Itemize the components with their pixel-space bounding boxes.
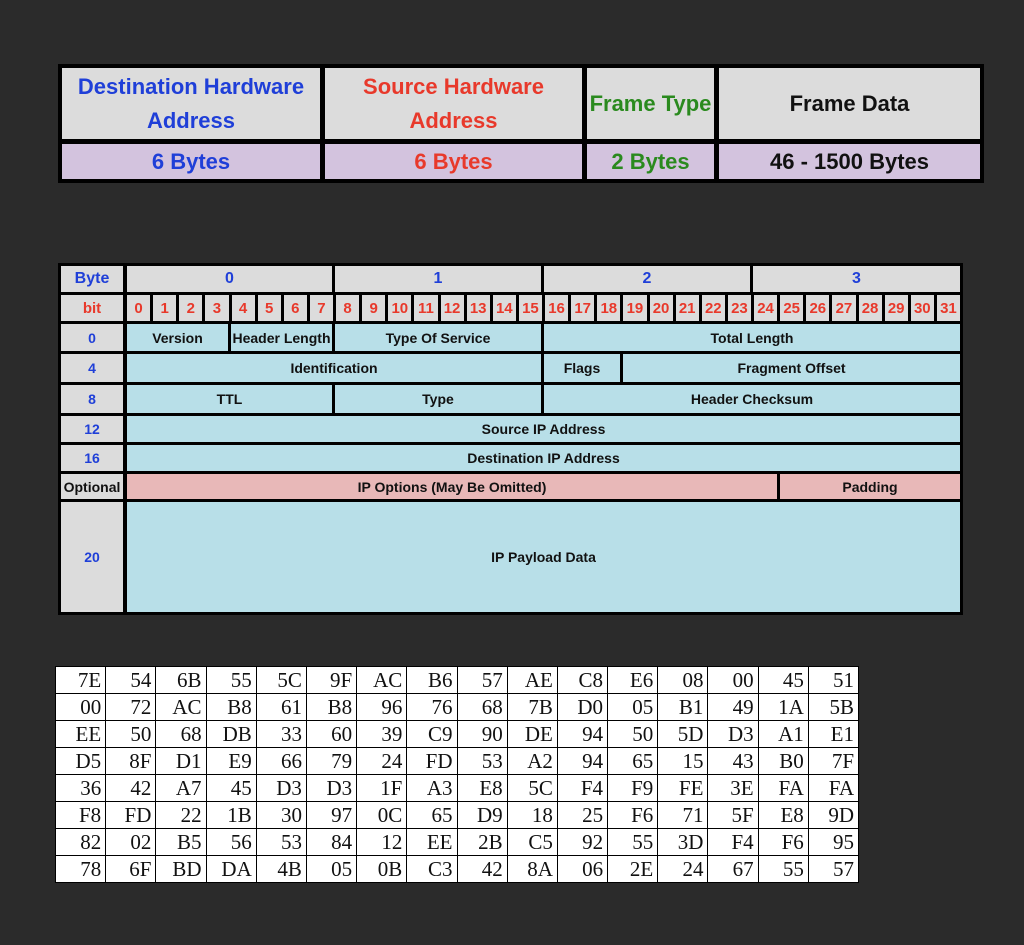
bit-number-9: 9 — [362, 295, 385, 321]
bit-number-24: 24 — [754, 295, 777, 321]
hex-byte-cell: E8 — [758, 802, 808, 829]
hex-byte-cell: 65 — [608, 748, 658, 775]
hex-byte-cell: 1F — [357, 775, 407, 802]
frame-size-data: 46 - 1500 Bytes — [719, 144, 980, 179]
field-source-ip: Source IP Address — [127, 416, 960, 442]
hex-row — [56, 829, 859, 856]
hex-byte-cell: 76 — [407, 694, 457, 721]
hex-byte-cell: 5C — [507, 775, 557, 802]
hex-byte-cell: 24 — [658, 856, 708, 883]
hex-byte-cell: FA — [808, 775, 858, 802]
row-offset-20: 20 — [61, 502, 123, 612]
field-flags: Flags — [544, 354, 620, 382]
hex-dump-table — [55, 666, 859, 883]
hex-byte-cell: 68 — [457, 694, 507, 721]
bit-number-25: 25 — [780, 295, 803, 321]
hex-byte-cell: 67 — [708, 856, 758, 883]
hex-byte-cell: F8 — [56, 802, 106, 829]
bit-number-5: 5 — [258, 295, 281, 321]
bit-number-0: 0 — [127, 295, 150, 321]
hex-byte-cell: 22 — [156, 802, 206, 829]
field-type-of-service: Type Of Service — [335, 324, 541, 351]
bit-number-7: 7 — [310, 295, 333, 321]
hex-byte-cell: E1 — [808, 721, 858, 748]
hex-byte-cell: F4 — [557, 775, 607, 802]
bit-number-21: 21 — [676, 295, 699, 321]
hex-byte-cell: 00 — [56, 694, 106, 721]
hex-byte-cell: 71 — [658, 802, 708, 829]
hex-byte-cell: D5 — [56, 748, 106, 775]
row-offset-12: 12 — [61, 416, 123, 442]
field-header-length: Header Length — [231, 324, 332, 351]
hex-byte-cell: 33 — [256, 721, 306, 748]
bit-number-15: 15 — [519, 295, 542, 321]
hex-byte-cell: 9D — [808, 802, 858, 829]
byte-header-2: 2 — [544, 266, 750, 292]
hex-row — [56, 694, 859, 721]
hex-byte-cell: DB — [206, 721, 256, 748]
bit-number-14: 14 — [493, 295, 516, 321]
ethernet-frame-table — [58, 64, 984, 183]
hex-byte-cell: C8 — [557, 667, 607, 694]
hex-byte-cell: 96 — [357, 694, 407, 721]
hex-byte-cell: C5 — [507, 829, 557, 856]
row-offset-16: 16 — [61, 445, 123, 471]
hex-byte-cell: 24 — [357, 748, 407, 775]
hex-byte-cell: 05 — [306, 856, 356, 883]
frame-header-destination: Destination Hardware Address — [62, 68, 320, 139]
field-version: Version — [127, 324, 228, 351]
row-offset-8: 8 — [61, 385, 123, 413]
hex-byte-cell: 6F — [106, 856, 156, 883]
hex-byte-cell: F6 — [758, 829, 808, 856]
bit-number-29: 29 — [885, 295, 908, 321]
hex-byte-cell: E9 — [206, 748, 256, 775]
hex-byte-cell: 72 — [106, 694, 156, 721]
hex-byte-cell: 42 — [457, 856, 507, 883]
bit-number-23: 23 — [728, 295, 751, 321]
hex-byte-cell: 94 — [557, 748, 607, 775]
hex-byte-cell: AE — [507, 667, 557, 694]
hex-byte-cell: 05 — [608, 694, 658, 721]
row-offset-optional: Optional — [61, 474, 123, 499]
byte-header-3: 3 — [753, 266, 960, 292]
hex-byte-cell: 12 — [357, 829, 407, 856]
hex-byte-cell: 08 — [658, 667, 708, 694]
hex-byte-cell: 57 — [808, 856, 858, 883]
hex-byte-cell: E8 — [457, 775, 507, 802]
hex-byte-cell: 53 — [457, 748, 507, 775]
hex-byte-cell: 7E — [56, 667, 106, 694]
bit-number-18: 18 — [597, 295, 620, 321]
hex-byte-cell: 2E — [608, 856, 658, 883]
field-ip-payload: IP Payload Data — [127, 502, 960, 612]
hex-byte-cell: 94 — [557, 721, 607, 748]
hex-byte-cell: 1B — [206, 802, 256, 829]
hex-byte-cell: F9 — [608, 775, 658, 802]
hex-byte-cell: 2B — [457, 829, 507, 856]
hex-byte-cell: 8F — [106, 748, 156, 775]
bit-number-10: 10 — [388, 295, 411, 321]
hex-byte-cell: 3D — [658, 829, 708, 856]
hex-byte-cell: A2 — [507, 748, 557, 775]
hex-byte-cell: DE — [507, 721, 557, 748]
hex-byte-cell: FA — [758, 775, 808, 802]
hex-byte-cell: 0C — [357, 802, 407, 829]
hex-byte-cell: FD — [407, 748, 457, 775]
hex-byte-cell: E6 — [608, 667, 658, 694]
byte-column-label: Byte — [61, 266, 123, 292]
hex-byte-cell: C9 — [407, 721, 457, 748]
hex-byte-cell: 56 — [206, 829, 256, 856]
hex-byte-cell: EE — [56, 721, 106, 748]
bit-number-20: 20 — [650, 295, 673, 321]
hex-byte-cell: 55 — [608, 829, 658, 856]
hex-byte-cell: 45 — [758, 667, 808, 694]
hex-byte-cell: 51 — [808, 667, 858, 694]
field-padding: Padding — [780, 474, 960, 499]
hex-byte-cell: A1 — [758, 721, 808, 748]
hex-byte-cell: 53 — [256, 829, 306, 856]
field-destination-ip: Destination IP Address — [127, 445, 960, 471]
hex-byte-cell: 90 — [457, 721, 507, 748]
hex-byte-cell: D3 — [708, 721, 758, 748]
bit-number-26: 26 — [806, 295, 829, 321]
hex-byte-cell: D0 — [557, 694, 607, 721]
hex-byte-cell: B1 — [658, 694, 708, 721]
byte-header-0: 0 — [127, 266, 332, 292]
bit-number-27: 27 — [832, 295, 855, 321]
hex-row — [56, 856, 859, 883]
bit-number-12: 12 — [441, 295, 464, 321]
hex-byte-cell: AC — [156, 694, 206, 721]
hex-byte-cell: 65 — [407, 802, 457, 829]
hex-byte-cell: 82 — [56, 829, 106, 856]
hex-byte-cell: 7B — [507, 694, 557, 721]
bit-number-30: 30 — [911, 295, 934, 321]
hex-byte-cell: 54 — [106, 667, 156, 694]
bit-number-17: 17 — [571, 295, 594, 321]
hex-byte-cell: 36 — [56, 775, 106, 802]
hex-byte-cell: DA — [206, 856, 256, 883]
hex-byte-cell: 55 — [758, 856, 808, 883]
hex-byte-cell: 84 — [306, 829, 356, 856]
hex-byte-cell: 95 — [808, 829, 858, 856]
row-offset-0: 0 — [61, 324, 123, 351]
bit-number-31: 31 — [937, 295, 960, 321]
bit-number-13: 13 — [467, 295, 490, 321]
ip-header-table — [58, 263, 963, 615]
hex-byte-cell: 4B — [256, 856, 306, 883]
row-offset-4: 4 — [61, 354, 123, 382]
hex-byte-cell: 57 — [457, 667, 507, 694]
hex-byte-cell: 61 — [256, 694, 306, 721]
hex-byte-cell: 39 — [357, 721, 407, 748]
bit-row-label: bit — [61, 295, 123, 321]
hex-byte-cell: F4 — [708, 829, 758, 856]
bit-number-2: 2 — [179, 295, 202, 321]
hex-byte-cell: 50 — [608, 721, 658, 748]
hex-byte-cell: B5 — [156, 829, 206, 856]
hex-byte-cell: A7 — [156, 775, 206, 802]
hex-byte-cell: 43 — [708, 748, 758, 775]
hex-row — [56, 667, 859, 694]
bit-number-28: 28 — [859, 295, 882, 321]
field-header-checksum: Header Checksum — [544, 385, 960, 413]
hex-byte-cell: 9F — [306, 667, 356, 694]
frame-header-type: Frame Type — [587, 68, 714, 139]
hex-byte-cell: 00 — [708, 667, 758, 694]
hex-byte-cell: 68 — [156, 721, 206, 748]
bit-number-1: 1 — [153, 295, 176, 321]
hex-byte-cell: 0B — [357, 856, 407, 883]
field-protocol-type: Type — [335, 385, 541, 413]
hex-byte-cell: D3 — [306, 775, 356, 802]
hex-byte-cell: FD — [106, 802, 156, 829]
field-identification: Identification — [127, 354, 541, 382]
hex-byte-cell: FE — [658, 775, 708, 802]
bit-number-22: 22 — [702, 295, 725, 321]
bit-number-16: 16 — [545, 295, 568, 321]
hex-byte-cell: B6 — [407, 667, 457, 694]
hex-byte-cell: 79 — [306, 748, 356, 775]
hex-byte-cell: 78 — [56, 856, 106, 883]
hex-byte-cell: 7F — [808, 748, 858, 775]
hex-row — [56, 748, 859, 775]
bit-number-8: 8 — [336, 295, 359, 321]
hex-byte-cell: BD — [156, 856, 206, 883]
hex-byte-cell: 06 — [557, 856, 607, 883]
hex-row — [56, 775, 859, 802]
hex-byte-cell: 3E — [708, 775, 758, 802]
hex-byte-cell: 8A — [507, 856, 557, 883]
frame-header-data: Frame Data — [719, 68, 980, 139]
bit-number-4: 4 — [232, 295, 255, 321]
frame-size-source: 6 Bytes — [325, 144, 582, 179]
hex-row — [56, 721, 859, 748]
field-ip-options: IP Options (May Be Omitted) — [127, 474, 777, 499]
hex-byte-cell: 18 — [507, 802, 557, 829]
hex-byte-cell: A3 — [407, 775, 457, 802]
hex-byte-cell: F6 — [608, 802, 658, 829]
bit-number-11: 11 — [414, 295, 437, 321]
bit-number-6: 6 — [284, 295, 307, 321]
hex-byte-cell: 30 — [256, 802, 306, 829]
hex-byte-cell: B8 — [206, 694, 256, 721]
hex-byte-cell: C3 — [407, 856, 457, 883]
hex-byte-cell: 25 — [557, 802, 607, 829]
frame-header-source: Source Hardware Address — [325, 68, 582, 139]
hex-byte-cell: 5D — [658, 721, 708, 748]
hex-byte-cell: 49 — [708, 694, 758, 721]
hex-row — [56, 802, 859, 829]
hex-byte-cell: 55 — [206, 667, 256, 694]
bit-number-19: 19 — [623, 295, 646, 321]
hex-byte-cell: 50 — [106, 721, 156, 748]
hex-byte-cell: 45 — [206, 775, 256, 802]
field-fragment-offset: Fragment Offset — [623, 354, 960, 382]
frame-size-type: 2 Bytes — [587, 144, 714, 179]
hex-byte-cell: 60 — [306, 721, 356, 748]
hex-byte-cell: B0 — [758, 748, 808, 775]
hex-byte-cell: 42 — [106, 775, 156, 802]
hex-byte-cell: 5F — [708, 802, 758, 829]
field-ttl: TTL — [127, 385, 332, 413]
hex-byte-cell: D9 — [457, 802, 507, 829]
hex-byte-cell: 92 — [557, 829, 607, 856]
hex-byte-cell: 66 — [256, 748, 306, 775]
hex-byte-cell: D3 — [256, 775, 306, 802]
hex-byte-cell: 02 — [106, 829, 156, 856]
field-total-length: Total Length — [544, 324, 960, 351]
hex-byte-cell: 5B — [808, 694, 858, 721]
hex-byte-cell: EE — [407, 829, 457, 856]
frame-size-destination: 6 Bytes — [62, 144, 320, 179]
hex-byte-cell: 5C — [256, 667, 306, 694]
hex-byte-cell: 1A — [758, 694, 808, 721]
hex-byte-cell: AC — [357, 667, 407, 694]
hex-byte-cell: 6B — [156, 667, 206, 694]
hex-byte-cell: 15 — [658, 748, 708, 775]
bit-number-3: 3 — [205, 295, 228, 321]
byte-header-1: 1 — [335, 266, 541, 292]
hex-byte-cell: 97 — [306, 802, 356, 829]
hex-byte-cell: D1 — [156, 748, 206, 775]
hex-byte-cell: B8 — [306, 694, 356, 721]
